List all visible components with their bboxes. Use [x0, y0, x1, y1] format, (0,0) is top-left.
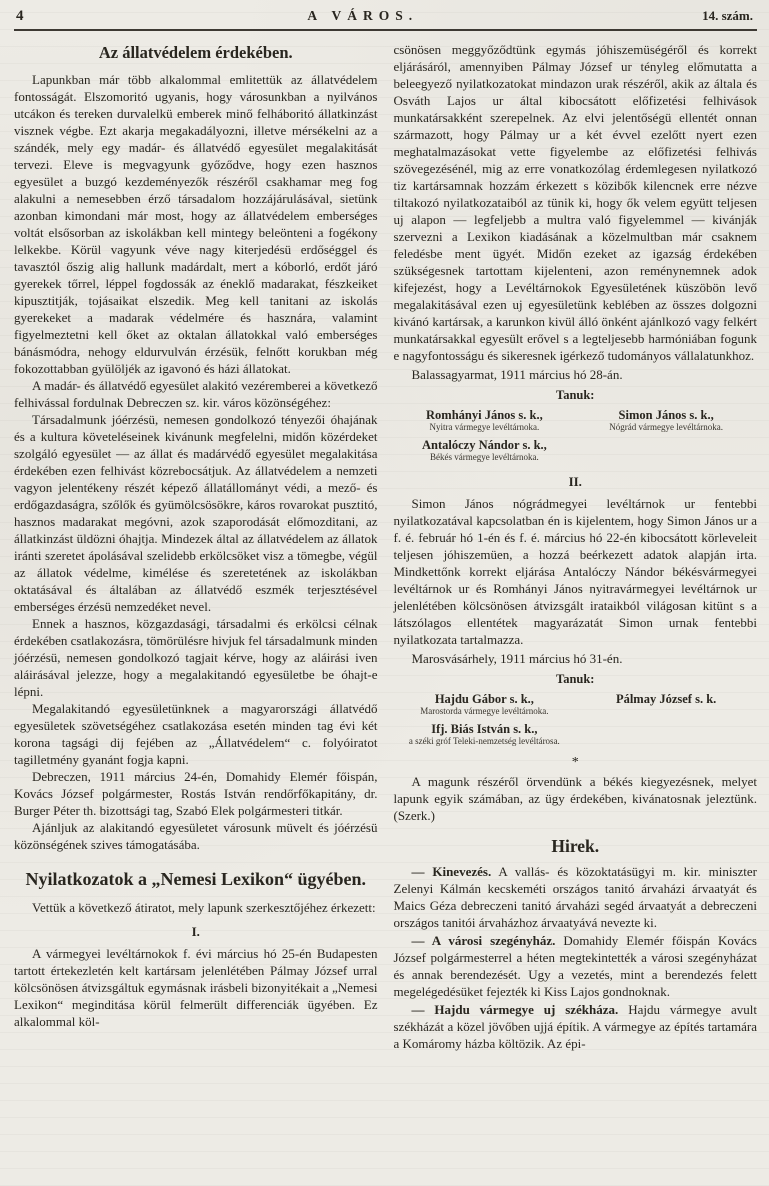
header-rule	[14, 29, 757, 31]
left-column	[14, 41, 378, 1053]
article-paragraph: A madár- és állatvédő egyesület alakitó vezéremberei a következő felhivással fordulnak Debreczen sz. kir. város közönségéhez:	[14, 378, 378, 410]
news-section-title: Hirek.	[551, 836, 600, 856]
article2-title: Nyilatkozatok a „Nemesi Lexikon“ ügyében.	[25, 869, 366, 889]
signature-name: Antalóczy Nándor s. k.,	[421, 438, 547, 452]
continuation-paragraph: csönösen meggyőződtünk egymás jóhiszemüségéről és korrekt eljárásáról, amennyiben Pálmay József ur tényleg előmutatta a beleegyező nyilatkozatokat mindazon urak részéről, akik az általa és Osváth Lajos ur által kibocsátott előfizetési felhivások munkatársakként szerepelnek. Az elvi jelentőségü ellentét onnan származott, hogy Pálmay ur a két évvel ezelőtt nyert ezen meghatalmazásokat vette figyelembe az előfizetési felhivás szövegezésénél, mig az erre vonatkozólag érdemlegesen nyilatkozó tiz kartársamnak hozzám érkezett s közibők kilencnek erre nézve tiltakozó nyilatkozataiból az tünik ki, hogy ők velem együtt teljesen uj alapon — legfeljebb a multra való figyelemmel — kivánják szervezni a Lexikon kiadásának a közelmultban már csaknem feledésbe ment ügyét. Midőn ezeket az igazság érdekében szükségesnek tartottam kijelenteni, azon reménynemnek adok kifejezést, hogy a Levéltárnokok Egyesületének küszöbön levő megalakitásával ezen uj egyesületünk keblében az összes dolgozni kivánó kartársak, a karunkon kivül álló önként ajánlkozó vagy felkért munkatársakkal egyesült erővel s a legteljesebb harmóniában fogunk e nagyfontosságu és sikeresnek igérkező tudományos vállalatunkhoz.	[393, 42, 757, 363]
section-label-1: I.	[191, 924, 200, 939]
issue-number: 14. szám.	[702, 8, 753, 23]
statement-paragraph: Simon János nógrádmegyei levéltárnok ur fentebbi nyilatkozatával kapcsolatban én is kijelentem, hogy Simon János ur a f. é. február hó 1-én és f. é. március hó 22-én kibocsátott körleveleit teljesen jóhiszemüen, a hozzá beérkezett adatok alapján irta. Mindkettőnk korrekt eljárása Antalóczy Nándor békésvármegyei levéltárnok ur és Romhányi János nyitravármegyei levéltárnok ur jelenlétében kölcsönösen átvizsgált irataikból világosan kitünt s a látszólagos ellentétek magyarázatát Simon urnak fentebbi nyilatkozata tartalmazza.	[393, 496, 757, 647]
news-item-text: Domahidy Elemér főispán Kovács József polgármesterrel a héten megtekintették a városi szegényházat és annak berendezését. Ugy a vezetés, mint a berendezés felett megelégedésüket fejezték ki Kiss Lajos gondnoknak.	[393, 933, 757, 999]
signature	[394, 692, 576, 717]
article2-intro: Vettük a következő átiratot, mely lapunk szerkesztőjéhez érkezett:	[32, 900, 376, 915]
page-header	[14, 6, 757, 28]
signature-name: Ifj. Biás István s. k.,	[431, 722, 538, 736]
signature-name: Pálmay József s. k.	[615, 692, 717, 706]
star-separator: *	[571, 755, 579, 770]
signature-role: Békés vármegye levéltárnoka.	[430, 452, 539, 462]
article-paragraph: Megalakitandó egyesületünknek a magyarországi állatvédő egyesületek szövetségéhez csatlakozása esetén minden tag évi két korona tagsági dij fejében az „Állatvédelem“ c. folyóiratot tagilletmény gyanánt fogja kapni.	[14, 701, 378, 767]
signature-role: Nyitra vármegye levéltárnoka.	[429, 422, 540, 432]
signature-name: Romhányi János s. k.,	[426, 408, 543, 422]
news-item-lead: — Kinevezés.	[411, 864, 492, 879]
columns	[14, 41, 757, 1053]
news-item-text: A vallás- és közoktatásügyi m. kir. miniszter Zelenyi Kálmán kecskeméti országos tanitó árvaházi árvaatyát és Maics Géza debreczeni tanitó árvaházi segéd árvaatyát a debreczeni országos tanitói árvaházhoz árvaatyává nevezte ki.	[393, 864, 757, 930]
signature-name: Hajdu Gábor s. k.,	[434, 692, 534, 706]
news-item	[394, 932, 758, 1000]
editorial-note: A magunk részéről örvendünk a békés kiegyezésnek, melyet lapunk egyik számában, az ügy érdekében, kivánatosnak jeleztünk. (Szerk.)	[393, 774, 757, 823]
dateline-1: Balassagyarmat, 1911 március hó 28-án.	[411, 367, 623, 382]
signature-block-2	[394, 690, 758, 750]
signature	[575, 692, 757, 717]
signature	[394, 408, 576, 433]
article-paragraph: Lapunkban már több alkalommal emlitettük az állatvédelem fontosságát. Elszomoritó ugyanis, hogy városunkban a nyilvános utcákon és tereken durvalelkü emberek minő felháboritó állatkinzást visznek végbe. Ezt akarja megakadályozni, illetve mérsékelni az a szándék, mely egy madár- és állatvédő egyesület megalakitását tervezi. Eleve is megvagyunk győződve, hogy ezen hasznos egyesület a buzgó kezdeményezők részéről csakhamar meg fog alakulni a nemesebben érző társadalom hozzájárulásával, sietünk azonban kimondani már most, hogy az állatvédelem emberséges voltát elsősorban az iskolákban kell mintegy beleönteni a fogékony lelkekbe. Körül vagyunk véve nagy kiterjedésü erdőséggel és tavasztól őszig alig hallunk madárdalt, mert a kóborló, erdőt járó gyerekek tőrrel, léppel fogdossák az éneklő madarakat, fészkeiket kipusztitják, tojásaikat elszedik. Meg kell tanitani az iskolás gyerekeket a madarak védelmére és hasznára, valamint figyelmeztetni kell őket az oktalan állatokkal való emberséges bánásmódra, nehogy eldurvulván érzésük, felnőtt korukban még fokozottabban gyülöljék az igavonó és házi állatokat.	[14, 72, 378, 376]
news-item-lead: — A városi szegényház.	[411, 933, 556, 948]
article1-title: Az állatvédelem érdekében.	[98, 43, 293, 62]
article-paragraph: Ajánljuk az alakitandó egyesületet városunk müvelt és jóérzésü közönségének szives támogatásába.	[14, 820, 378, 852]
article2-paragraph: A vármegyei levéltárnokok f. évi március hó 25-én Budapesten tartott értekezletén kelt kartársam jelenlétében Pálmay József urral kölcsönösen átvizsgáltuk egymásnak irásbeli bizonyitékait a „Nemesi Lexikon“ meginditása körül felmerült differenciák ügyében. Ez alkalommal köl-	[14, 946, 378, 1029]
page-number: 4	[16, 8, 24, 24]
signature	[394, 722, 576, 747]
signature-role: Marostorda vármegye levéltárnoka.	[420, 706, 549, 716]
news-item-text: Hajdu vármegye avult székházát a közel jövőben ujjá építik. A vármegye az építés tartamára a Komáromy házba költözik. Az épi-	[393, 1002, 758, 1051]
signature-name: Simon János s. k.,	[618, 408, 714, 422]
news-item	[394, 1001, 758, 1052]
article-paragraph: Ennek a hasznos, közgazdasági, társadalmi és erkölcsi célnak érdekében csatlakozásra, tömörülésre hivjuk fel társadalmunk minden jóérzésü, nemesen gondolkozó tagjait kérve, hogy az aláirási iven aláirásával jelezze, hogy a megalakitandó egyesületbe be óhajt-e lépni.	[14, 616, 378, 699]
witness-label-1: Tanuk:	[556, 388, 595, 402]
signature-role: Nógrád vármegye levéltárnoka.	[609, 422, 723, 432]
right-column	[394, 41, 758, 1053]
dateline-2: Marosvásárhely, 1911 március hó 31-én.	[411, 651, 623, 666]
news-item-lead: — Hajdu vármegye uj székháza.	[411, 1002, 619, 1017]
witness-label-2: Tanuk:	[556, 672, 595, 686]
signature	[394, 438, 576, 463]
article-paragraph: Társadalmunk jóérzésü, nemesen gondolkozó tényezői óhajának és a kultura követeléseinek kivánunk megfelelni, midőn közérdeket szolgáló egyesület — az állat és madárvédő egyesület megalakitása érdekében ezen felhivást közrebocsátjuk. Az állatvédelem a nemzeti vagyon jelentékeny részét képező állatállományt védi, a mező- és erdőgazdaságra, szőlők és gyümölcsösökre, káros rovarokat pusztitó, hasznos madarakat megóvni, azok szaporodását előmozditani, az állatkinzást üldözni óhajtja. Mindezek által az állatvédelem az állatok iránti szeretet ápolásával szelidebb erkölcsöket visz a tömegbe, végül az állatok védelme, kimélése és szeretetének az iskolákban oktatásával és általában az állatvédő eszmék terjesztésével emberséges érzésü nemzedéket nevel.	[14, 412, 378, 614]
article-paragraph: Debreczen, 1911 március 24-én, Domahidy Elemér főispán, Kovács József polgármester, Rostás István rendőrfőkapitány, dr. Burger Péter th. bizottsági tag, Szabó Elek polgármesteri titkár.	[14, 769, 378, 818]
news-item	[394, 863, 758, 931]
signature	[575, 408, 757, 433]
masthead-title: A VÁROS.	[307, 8, 419, 23]
signature-role: a széki gróf Teleki-nemzetség levéltárosa.	[408, 736, 560, 746]
signature-block-1	[394, 406, 758, 466]
section-label-2: II.	[568, 474, 582, 489]
